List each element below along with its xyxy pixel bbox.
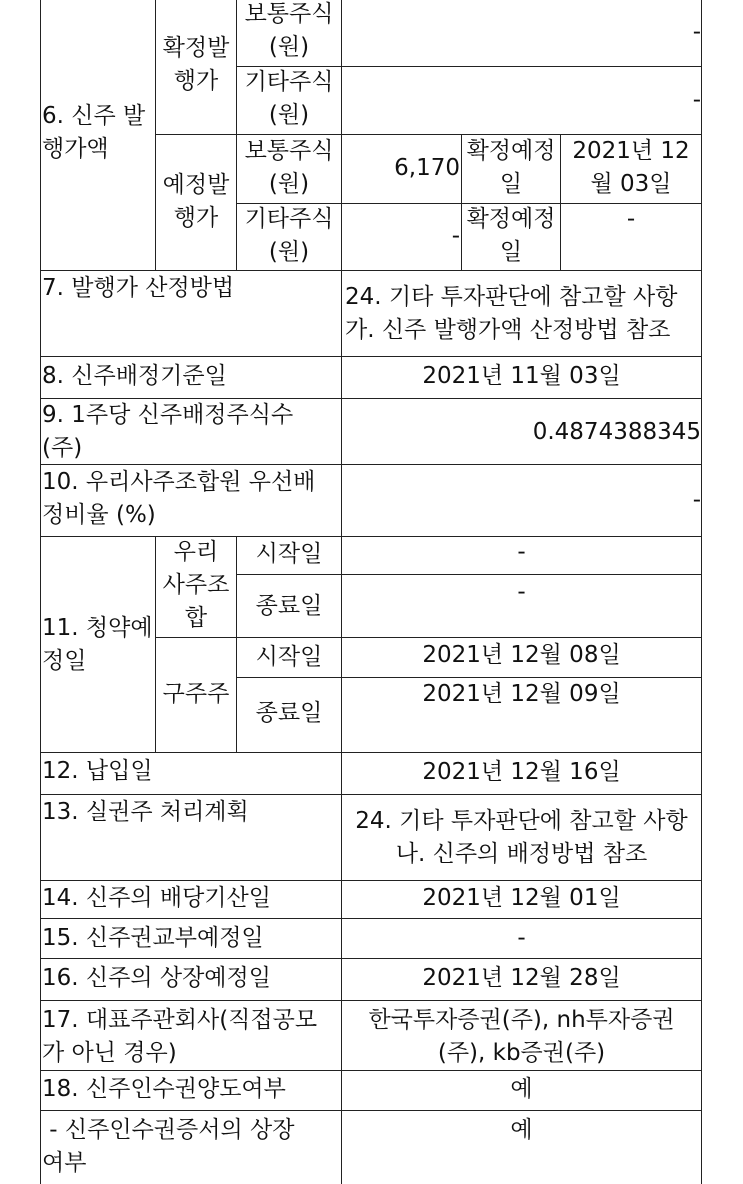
- row10-label: 10. 우리사주조합원 우선배 정비율 (%): [42, 469, 316, 528]
- employee-end-value: -: [517, 579, 526, 605]
- expected-other-confirm-label: 확정예정 일: [466, 206, 556, 265]
- row-divider: [40, 880, 702, 881]
- row16-label: 16. 신주의 상장예정일: [42, 965, 271, 991]
- employee-start-label: 시작일: [255, 541, 323, 567]
- row13-label: 13. 실권주 처리계획: [42, 799, 249, 825]
- row-divider: [40, 794, 702, 795]
- row11-label: 11. 청약예 정일: [42, 615, 153, 674]
- row-divider: [236, 574, 702, 575]
- row17-value: 한국투자증권(주), nh투자증권 (주), kb증권(주): [368, 1007, 675, 1066]
- row12-value: 2021년 12월 16일: [422, 759, 621, 785]
- confirmed-common-label: 보통주식 (원): [244, 1, 334, 60]
- shareholder-end-value: 2021년 12월 09일: [422, 681, 621, 707]
- row15-value: -: [517, 925, 526, 951]
- row-divider: [155, 637, 702, 638]
- confirmed-other-value: -: [692, 87, 701, 113]
- expected-common-value: 6,170: [394, 155, 460, 181]
- employee-start-value: -: [517, 539, 526, 565]
- confirmed-price-label: 확정발 행가: [162, 35, 230, 94]
- row-divider: [40, 1000, 702, 1001]
- shareholder-start-value: 2021년 12월 08일: [422, 642, 621, 668]
- employee-end-label: 종료일: [255, 593, 323, 619]
- row12-label: 12. 납입일: [42, 758, 153, 784]
- expected-price-label: 예정발 행가: [162, 172, 230, 231]
- row18-label: 18. 신주인수권양도여부: [42, 1076, 286, 1102]
- row8-value: 2021년 11월 03일: [422, 363, 621, 389]
- row9-label: 9. 1주당 신주배정주식수 (주): [42, 402, 294, 461]
- row14-label: 14. 신주의 배당기산일: [42, 885, 271, 911]
- row13-value: 24. 기타 투자판단에 참고할 사항 나. 신주의 배정방법 참조: [355, 808, 688, 867]
- shareholder-label: 구주주: [162, 681, 230, 707]
- confirmed-other-label: 기타주식 (원): [244, 69, 334, 128]
- row-divider: [40, 1110, 702, 1111]
- row6-label: 6. 신주 발 행가액: [42, 103, 146, 162]
- confirmed-common-value: -: [692, 19, 701, 45]
- row-divider: [40, 752, 702, 753]
- employee-union-label: 우리 사주조 합: [162, 539, 230, 631]
- row-divider: [40, 918, 702, 919]
- row-divider: [40, 356, 702, 357]
- expected-other-confirm-date: -: [626, 206, 636, 232]
- table-border-right: [701, 0, 702, 1184]
- table-border-left: [40, 0, 41, 1184]
- expected-common-confirm-date: 2021년 12 월 03일: [572, 138, 690, 197]
- row-divider: [40, 958, 702, 959]
- row14-value: 2021년 12월 01일: [422, 885, 621, 911]
- row-divider: [40, 1070, 702, 1071]
- shareholder-end-label: 종료일: [255, 700, 323, 726]
- row19-value: 예: [510, 1117, 533, 1143]
- row9-value: 0.4874388345: [532, 419, 701, 445]
- row17-label: 17. 대표주관회사(직접공모 가 아닌 경우): [42, 1007, 318, 1066]
- shareholder-start-label: 시작일: [255, 644, 323, 670]
- row16-value: 2021년 12월 28일: [422, 965, 621, 991]
- row15-label: 15. 신주권교부예정일: [42, 925, 264, 951]
- row18-value: 예: [510, 1076, 533, 1102]
- expected-other-label: 기타주식 (원): [244, 206, 334, 265]
- row19-label: - 신주인수권증서의 상장 여부: [42, 1117, 295, 1176]
- row7-value: 24. 기타 투자판단에 참고할 사항 가. 신주 발행가액 산정방법 참조: [345, 284, 678, 343]
- expected-common-label: 보통주식 (원): [244, 138, 334, 197]
- row10-value: -: [692, 487, 701, 513]
- row7-label: 7. 발행가 산정방법: [42, 275, 235, 301]
- expected-common-confirm-label: 확정예정 일: [466, 138, 556, 197]
- row8-label: 8. 신주배정기준일: [42, 363, 227, 389]
- row-divider: [40, 270, 702, 271]
- expected-other-value: -: [451, 223, 460, 249]
